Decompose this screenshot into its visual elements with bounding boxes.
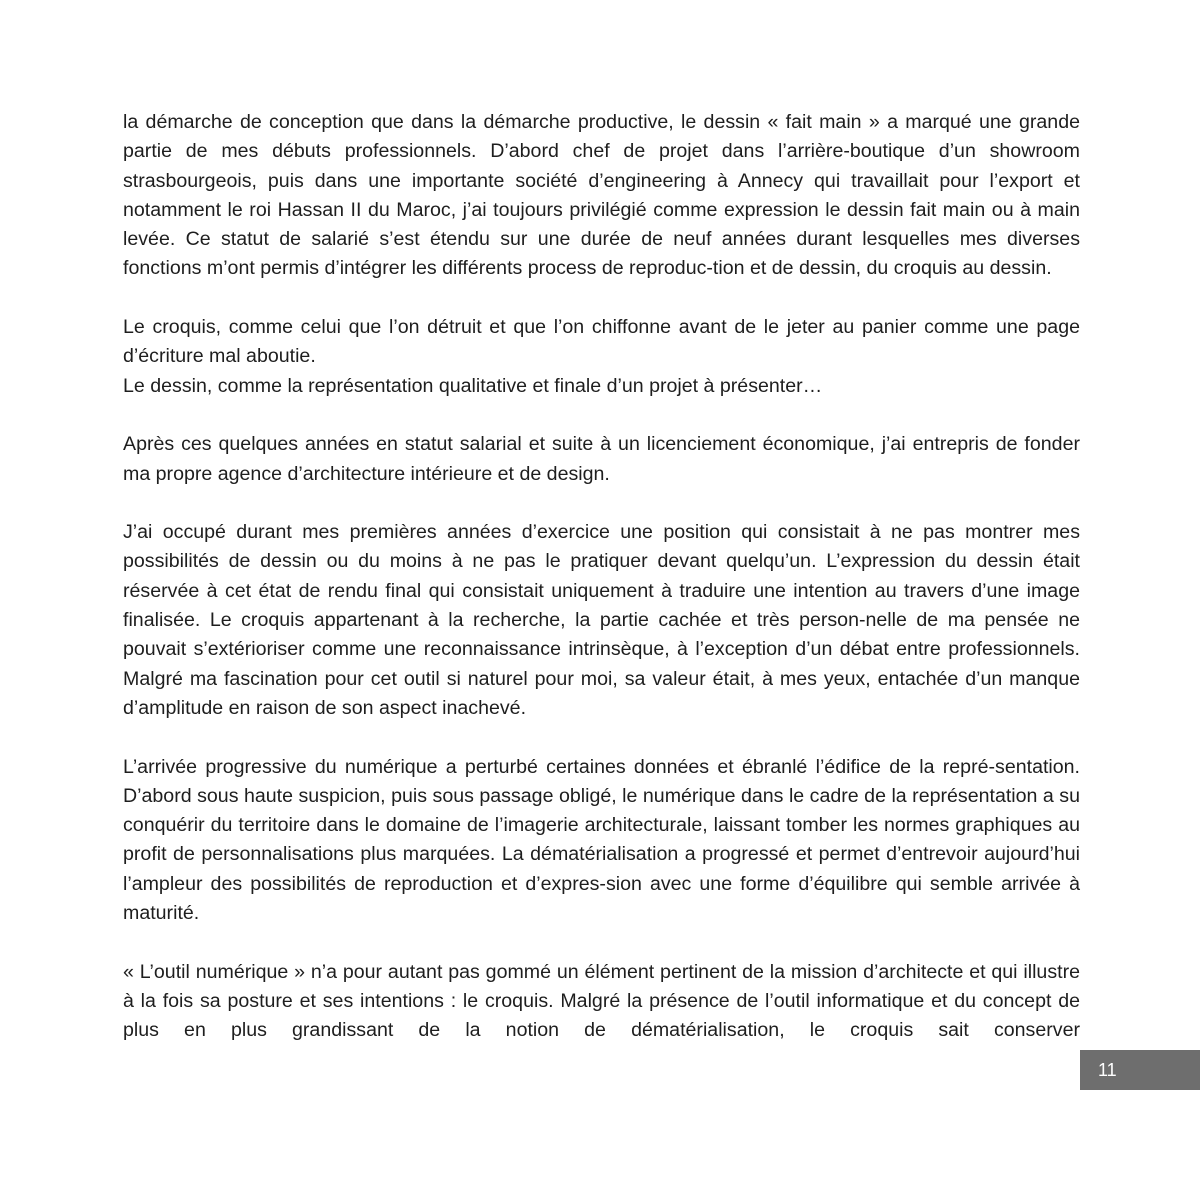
paragraph-text: « L’outil numérique » n’a pour autant pas gommé un élément pertinent de la mission d’architecte et qui illustre à la fois sa posture et ses intentions : le croquis. Malgré la présence de l’outil informatique et du concept de plus en plus grandissant de la notion de dématérialisation, le croquis sait conserver <box>123 960 1080 1042</box>
paragraph-5 <box>123 753 1080 929</box>
paragraph-4 <box>123 518 1080 723</box>
page-number-tab <box>1080 1050 1200 1090</box>
paragraph-text: Le croquis, comme celui que l’on détruit et que l’on chiffonne avant de le jeter au panier comme une page d’écriture mal aboutie. <box>123 316 1080 368</box>
body-text <box>123 108 1080 1046</box>
paragraph-text: Après ces quelques années en statut salarial et suite à un licenciement économique, j’ai entrepris de fonder ma propre agence d’architecture intérieure et de design. <box>123 433 1080 485</box>
paragraph-3 <box>123 430 1080 489</box>
paragraph-6 <box>123 958 1080 1046</box>
paragraph-text: L’arrivée progressive du numérique a perturbé certaines données et ébranlé l’édifice de la repré-sentation. D’abord sous haute suspicion, puis sous passage obligé, le numérique dans le cadre de la représentation a su conquérir du territoire dans le domaine de l’imagerie architecturale, laissant tomber les normes graphiques au profit de personnalisations plus marquées. La dématérialisation a progressé et permet d’entrevoir aujourd’hui l’ampleur des possibilités de reproduction et d’expres-sion avec une forme d’équilibre qui semble arrivée à maturité. <box>123 755 1080 925</box>
paragraph-1 <box>123 108 1080 284</box>
page-number: 11 <box>1098 1060 1117 1080</box>
paragraph-2 <box>123 313 1080 401</box>
paragraph-text: la démarche de conception que dans la démarche productive, le dessin « fait main » a marqué une grande partie de mes débuts professionnels. D’abord chef de projet dans l’arrière-boutique d’un showroom strasbourgeois, puis dans une importante société d’engineering à Annecy qui travaillait pour l’export et notamment le roi Hassan II du Maroc, j’ai toujours privilégié comme expression le dessin fait main ou à main levée. Ce statut de salarié s’est étendu sur une durée de neuf années durant lesquelles mes diverses fonctions m’ont permis d’intégrer les différents process de reproduc-tion et de dessin, du croquis au dessin. <box>123 111 1080 280</box>
paragraph-text: J’ai occupé durant mes premières années d’exercice une position qui consistait à ne pas montrer mes possibilités de dessin ou du moins à ne pas le pratiquer devant quelqu’un. L’expression du dessin était réservée à cet état de rendu final qui consistait uniquement à traduire une intention au travers d’une image finalisée. Le croquis appartenant à la recherche, la partie cachée et très person-nelle de ma pensée ne pouvait s’extérioriser comme une reconnaissance intrinsèque, à l’exception d’un débat entre professionnels. Malgré ma fascination pour cet outil si naturel pour moi, sa valeur était, à mes yeux, entachée d’un manque d’amplitude en raison de son aspect inachevé. <box>123 521 1080 719</box>
paragraph-text: Le dessin, comme la représentation qualitative et finale d’un projet à présenter… <box>123 374 823 397</box>
